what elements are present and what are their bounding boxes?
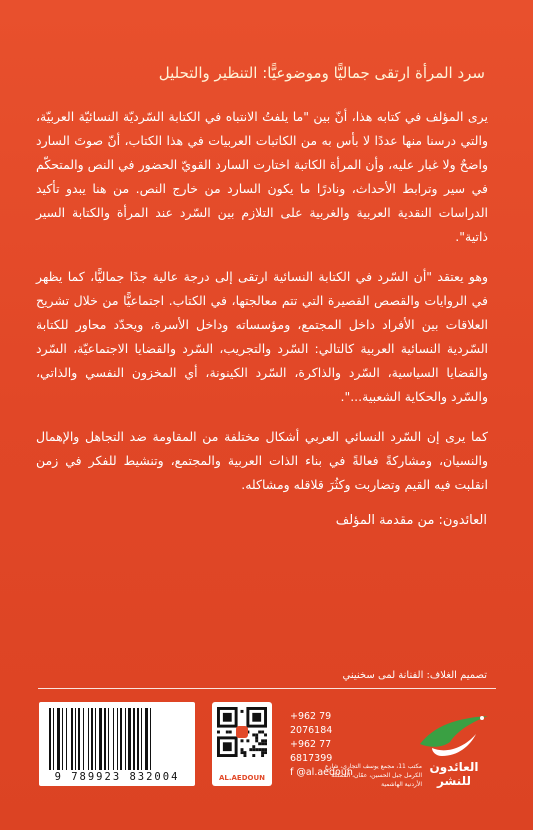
blurb [36, 105, 488, 513]
publisher-address: مكتب 11، مجمع يوسف التجاري، شارع الكرمل جبل الحسين، عمّان، المملكة الأردنية الهاشمية [325, 763, 422, 788]
social-handle: f @al.aedoun [290, 767, 353, 778]
divider-line [38, 688, 496, 689]
isbn-barcode [39, 702, 195, 786]
isbn-number: 9 789923 832004 [54, 771, 180, 783]
blurb-paragraph-1: يرى المؤلف في كتابه هذا، أنّ بين "ما يلفتُ الانتباه في الكتابة السّرديّة النسائيّة العربيّة، والتي درسنا منها عددًا لا بأس به من الكاتبات العربيات في هذا الكتاب، أنّ صوتَ السارد واضحٌ ولا غبار عليه، وأن المرأة الكاتبة اختارت السارد القويّ الحضور في النص والمتحكّم في سير وترابط الأحداث، ونادرًا ما يكون السارد من خارج النص. من هنا يبدو تأكيد الدراسات النقدية العربية والغربية على التلازم بين السّرد عند المرأة والكتابة السير ذاتية". [36, 109, 488, 244]
publisher-logo [412, 704, 496, 788]
qr-pattern [217, 707, 267, 757]
barcode-bars [47, 708, 187, 770]
blurb-paragraph-2: وهو يعتقد "أن السّرد في الكتابة النسائية ارتقى إلى درجة عالية جدًا جماليًّا، كما يظهر في الروايات والقصص القصيرة التي تتم معالجتها، في الكتاب. اجتماعيًّا من خلال تشريح العلاقات بين الأفراد داخل المجتمع، ومؤسساته وداخل الأسرة، ويحدّد محاور للكتابة السّردية النسائية العربية كالتالي: السّرد والتجريب، السّرد والقضايا الاجتماعيّة، السّرد والقضايا السياسية، السّرد والذاكرة، السّرد الكينونة، أي المخزون النفسي والذاتي، والسّرد والحكاية الشعبية...". [36, 269, 488, 404]
qr-code[interactable] [212, 702, 272, 786]
phone-number-1: +962 79 2076184 [290, 711, 333, 736]
bird-logo-icon [412, 704, 496, 766]
cover-design-credit: تصميم الغلاف: الفنانة لمى سخنيني [342, 670, 487, 681]
cover-title: سرد المرأة ارتقى جماليًّا وموضوعيًّا: التنظير والتحليل [158, 64, 485, 82]
qr-label: AL.AEDOUN [218, 774, 266, 782]
phone-number-2: +962 77 6817399 [290, 739, 333, 764]
blurb-paragraph-3: كما يرى إن السّرد النسائي العربي أشكال مختلفة من المقاومة ضد التجاهل والإهمال والنسيان، ومشاركةً فعالةً في بناء الذات العربية والمجتمع، وتنشيط للفكر في زمن انقلبت فيه القيم وتضاربت وكثُرَ قلاقله ومشاكله. [36, 429, 488, 492]
publisher-name: العائدون للنشر [429, 760, 479, 788]
quote-attribution: العائدون: من مقدمة المؤلف [335, 513, 487, 528]
